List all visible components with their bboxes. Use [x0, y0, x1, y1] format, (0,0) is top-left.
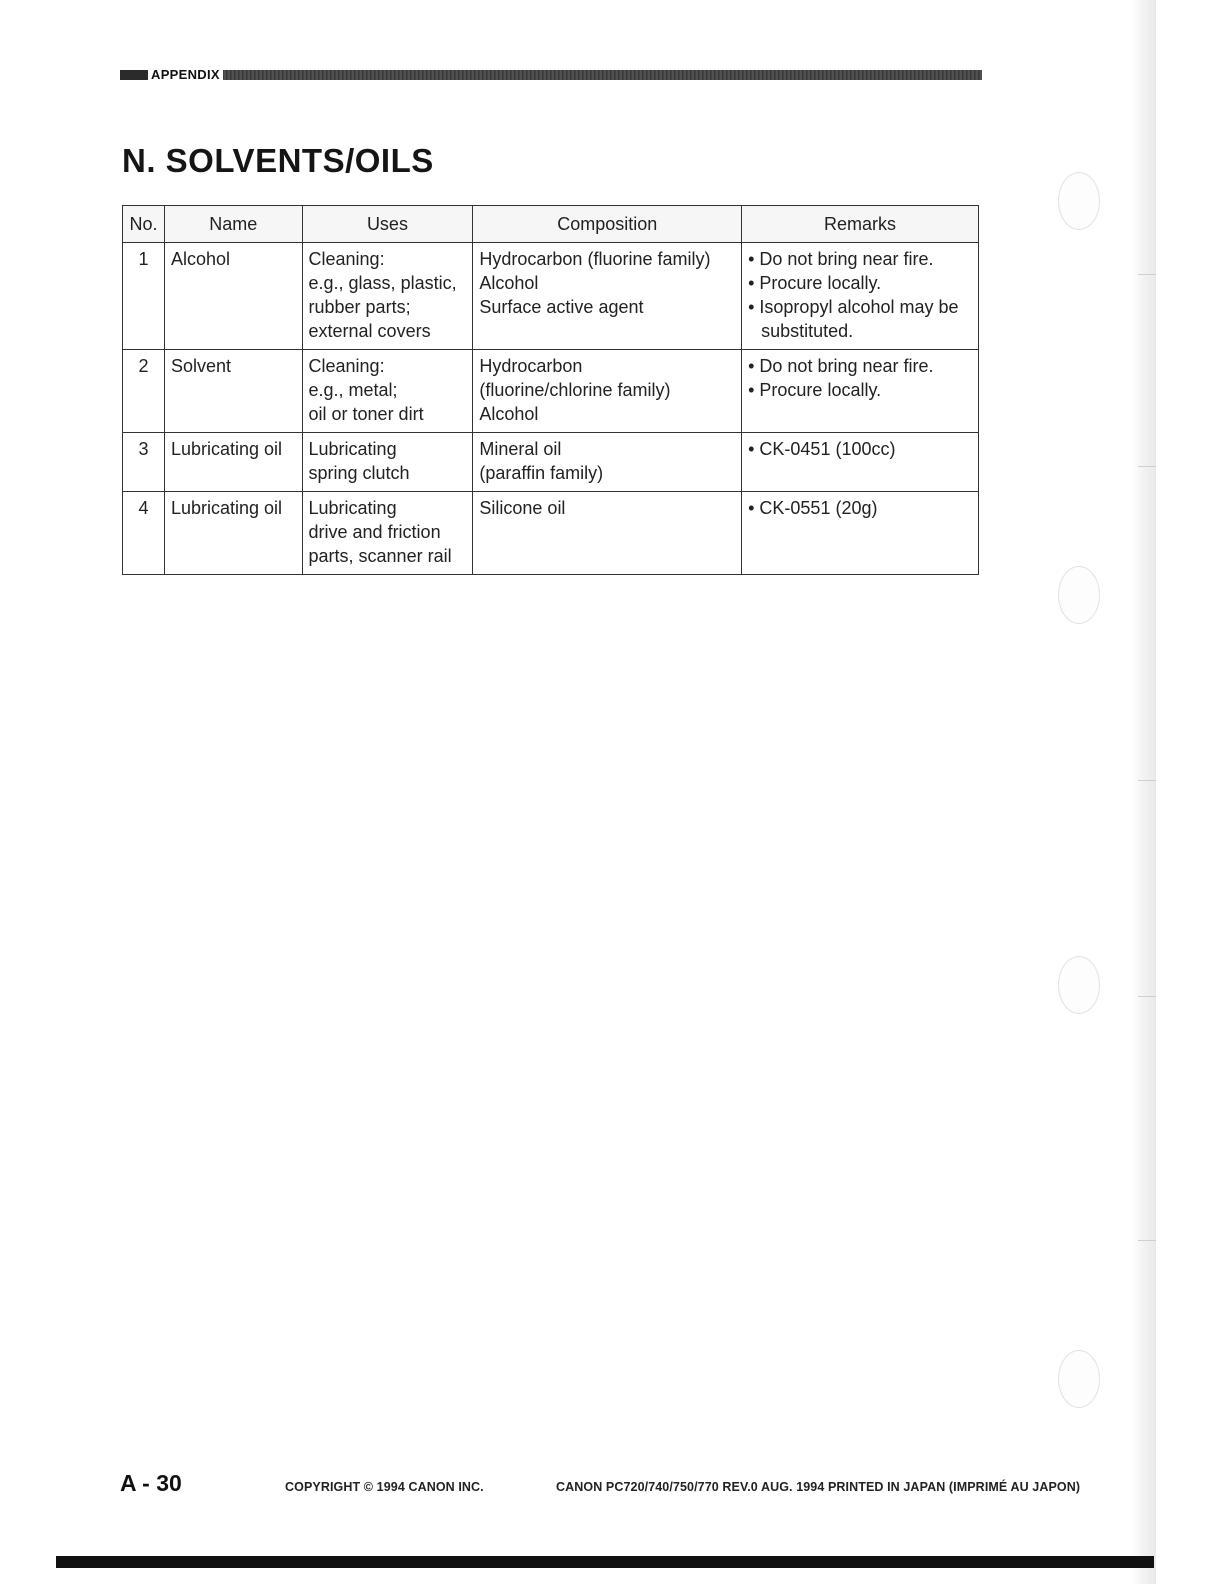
print-info: CANON PC720/740/750/770 REV.0 AUG. 1994 PRINTED IN JAPAN (IMPRIMÉ AU JAPON) [556, 1480, 1081, 1494]
uses-line: rubber parts; [308, 297, 411, 317]
table-row [123, 350, 979, 433]
column-header-no: No. [123, 206, 165, 243]
composition-line: Alcohol [479, 404, 539, 424]
composition-line: (fluorine/chlorine family) [479, 380, 671, 400]
column-header-uses: Uses [302, 206, 473, 243]
composition-line: Surface active agent [479, 297, 644, 317]
row-number: 4 [123, 492, 165, 575]
composition-line: Mineral oil [479, 439, 562, 459]
composition-line: Hydrocarbon (fluorine family) [479, 249, 711, 269]
row-number: 1 [123, 243, 165, 350]
row-remarks [742, 492, 979, 575]
solvents-oils-table [122, 205, 979, 575]
uses-line: e.g., glass, plastic, [308, 273, 457, 293]
uses-line: external covers [308, 321, 431, 341]
edge-tick [1138, 466, 1156, 467]
header-marker-block [120, 70, 148, 80]
edge-tick [1138, 996, 1156, 997]
row-name: Solvent [164, 350, 302, 433]
row-uses [302, 492, 473, 575]
remark-line: • Procure locally. [748, 273, 882, 293]
remark-continuation: substituted. [761, 321, 854, 341]
row-uses [302, 433, 473, 492]
punch-hole-top [1058, 172, 1100, 230]
page-number: A - 30 [120, 1470, 182, 1496]
composition-line: Alcohol [479, 273, 539, 293]
uses-line: Cleaning: [308, 356, 385, 376]
page-title: N. SOLVENTS/OILS [122, 142, 434, 179]
remark-line: • Do not bring near fire. [748, 249, 934, 269]
row-remarks [742, 243, 979, 350]
uses-line: drive and friction [308, 522, 441, 542]
section-header-bar [120, 68, 982, 81]
punch-hole-bottom [1058, 1350, 1100, 1408]
row-number: 3 [123, 433, 165, 492]
section-label: APPENDIX [151, 67, 220, 82]
uses-line: Lubricating [308, 498, 397, 518]
scan-edge-shadow [1132, 0, 1156, 1584]
remark-line: • Isopropyl alcohol may be [748, 297, 959, 317]
table-row [123, 243, 979, 350]
row-name: Lubricating oil [164, 433, 302, 492]
uses-line: Lubricating [308, 439, 397, 459]
column-header-name: Name [164, 206, 302, 243]
uses-line: spring clutch [308, 463, 410, 483]
table-row [123, 433, 979, 492]
composition-line: Hydrocarbon [479, 356, 583, 376]
remark-line: • CK-0551 (20g) [748, 498, 878, 518]
column-header-composition: Composition [473, 206, 742, 243]
row-composition [473, 433, 742, 492]
edge-tick [1138, 1240, 1156, 1241]
uses-line: Cleaning: [308, 249, 385, 269]
edge-tick [1138, 780, 1156, 781]
row-composition [473, 350, 742, 433]
uses-line: oil or toner dirt [308, 404, 424, 424]
row-remarks [742, 350, 979, 433]
composition-line: Silicone oil [479, 498, 566, 518]
row-name: Lubricating oil [164, 492, 302, 575]
remark-line: • CK-0451 (100cc) [748, 439, 896, 459]
punch-hole-upper-middle [1058, 566, 1100, 624]
row-uses [302, 350, 473, 433]
row-name: Alcohol [164, 243, 302, 350]
row-composition [473, 243, 742, 350]
row-composition [473, 492, 742, 575]
copyright-notice: COPYRIGHT © 1994 CANON INC. [285, 1480, 484, 1494]
table-row [123, 492, 979, 575]
remark-line: • Do not bring near fire. [748, 356, 934, 376]
row-remarks [742, 433, 979, 492]
header-rule [223, 70, 982, 80]
punch-hole-lower-middle [1058, 956, 1100, 1014]
row-uses [302, 243, 473, 350]
table-header-row [123, 206, 979, 243]
uses-line: e.g., metal; [308, 380, 398, 400]
column-header-remarks: Remarks [742, 206, 979, 243]
composition-line: (paraffin family) [479, 463, 604, 483]
row-number: 2 [123, 350, 165, 433]
uses-line: parts, scanner rail [308, 546, 452, 566]
remark-line: • Procure locally. [748, 380, 882, 400]
bottom-scan-band [56, 1556, 1154, 1568]
edge-tick [1138, 274, 1156, 275]
